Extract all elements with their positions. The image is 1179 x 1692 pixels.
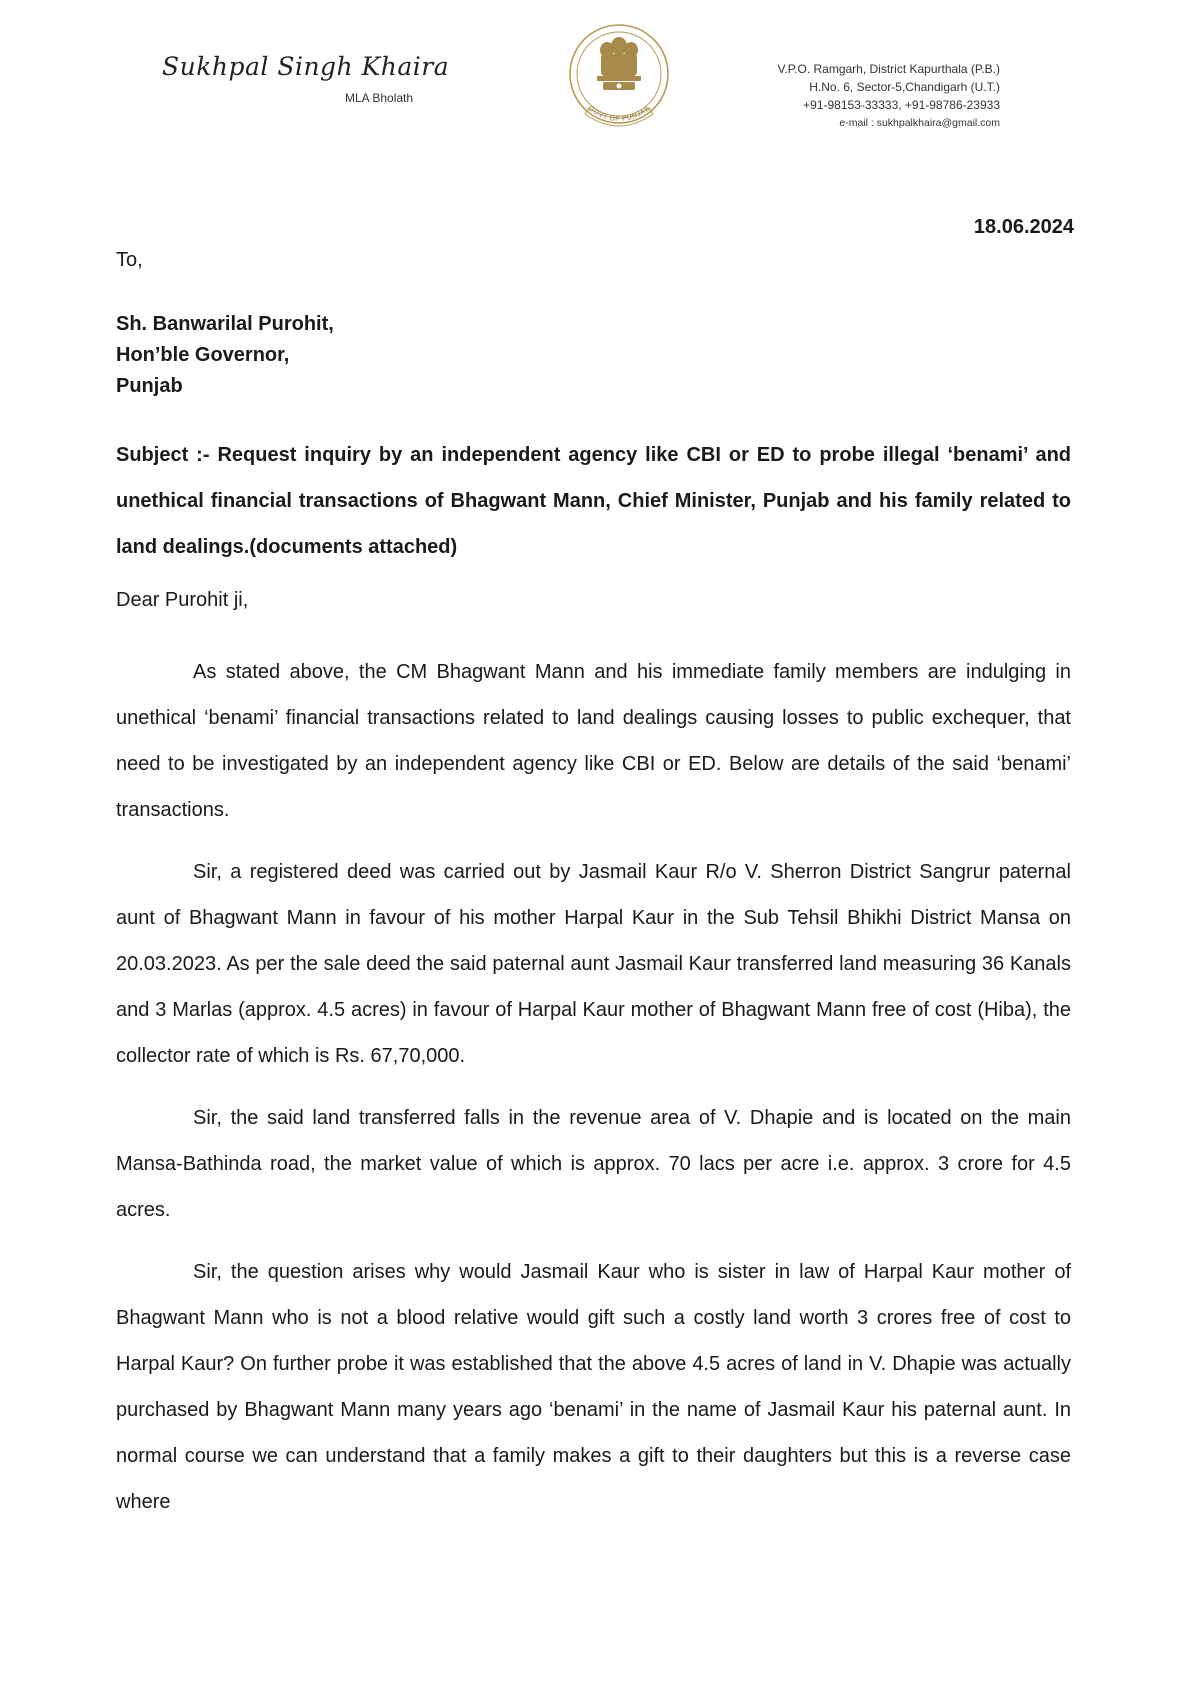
body-paragraph: Sir, the question arises why would Jasmail Kaur who is sister in law of Harpal Kaur mother of Bhagwant Mann who is not a blood relative would gift such a costly land worth 3 crores free of cost to Harpal Kaur? On further probe it was established that the above 4.5 acres of land in V. Dhapie was actually purchased by Bhagwant Mann many years ago ‘benami’ in the name of Jasmail Kaur his paternal aunt. In normal course we can understand that a family makes a gift to their daughters but this is a reverse case where xyxy=(116,1261,1071,1513)
email-address: e-mail : sukhpalkhaira@gmail.com xyxy=(839,117,1000,129)
emblem-label: GOVT OF PUNJAB xyxy=(586,105,652,124)
letter-body xyxy=(116,649,1071,1541)
letterhead-designation: MLA Bholath xyxy=(345,91,414,105)
phone-numbers: +91-98153-33333, +91-98786-23933 xyxy=(803,98,1000,112)
to-line: To, xyxy=(116,249,143,271)
govt-emblem-icon xyxy=(567,14,671,140)
letter-date: 18.06.2024 xyxy=(973,216,1074,238)
letterhead-signature-name: Sukhpal Singh Khaira xyxy=(162,52,450,81)
addressee-name: Sh. Banwarilal Purohit, xyxy=(116,313,334,335)
address-line-1: V.P.O. Ramgarh, District Kapurthala (P.B.) xyxy=(777,62,1000,76)
letterhead-contact xyxy=(777,60,1000,132)
salutation: Dear Purohit ji, xyxy=(116,589,249,611)
body-paragraph: Sir, a registered deed was carried out by Jasmail Kaur R/o V. Sherron District Sangrur paternal aunt of Bhagwant Mann in favour of his mother Harpal Kaur in the Sub Tehsil Bhikhi District Mansa on 20.03.2023. As per the sale deed the said paternal aunt Jasmail Kaur transferred land measuring 36 Kanals and 3 Marlas (approx. 4.5 acres) in favour of Harpal Kaur mother of Bhagwant Mann free of cost (Hiba), the collector rate of which is Rs. 67,70,000. xyxy=(116,861,1071,1067)
addressee-location: Punjab xyxy=(116,375,183,397)
addressee-title: Hon’ble Governor, xyxy=(116,344,290,366)
body-paragraph: Sir, the said land transferred falls in the revenue area of V. Dhapie and is located on the main Mansa-Bathinda road, the market value of which is approx. 70 lacs per acre i.e. approx. 3 crore for 4.5 acres. xyxy=(116,1107,1071,1221)
address-line-2: H.No. 6, Sector-5,Chandigarh (U.T.) xyxy=(809,80,1000,94)
subject-line: Subject :- Request inquiry by an independent agency like CBI or ED to probe illegal ‘benami’ and unethical financial transactions of Bhagwant Mann, Chief Minister, Punjab and his family related to land dealings.(documents attached) xyxy=(116,444,1071,558)
addressee-block xyxy=(116,309,334,402)
body-paragraph: As stated above, the CM Bhagwant Mann and his immediate family members are indulging in unethical ‘benami’ financial transactions related to land dealings causing losses to public exchequer, that need to be investigated by an independent agency like CBI or ED. Below are details of the said ‘benami’ transactions. xyxy=(116,661,1071,821)
